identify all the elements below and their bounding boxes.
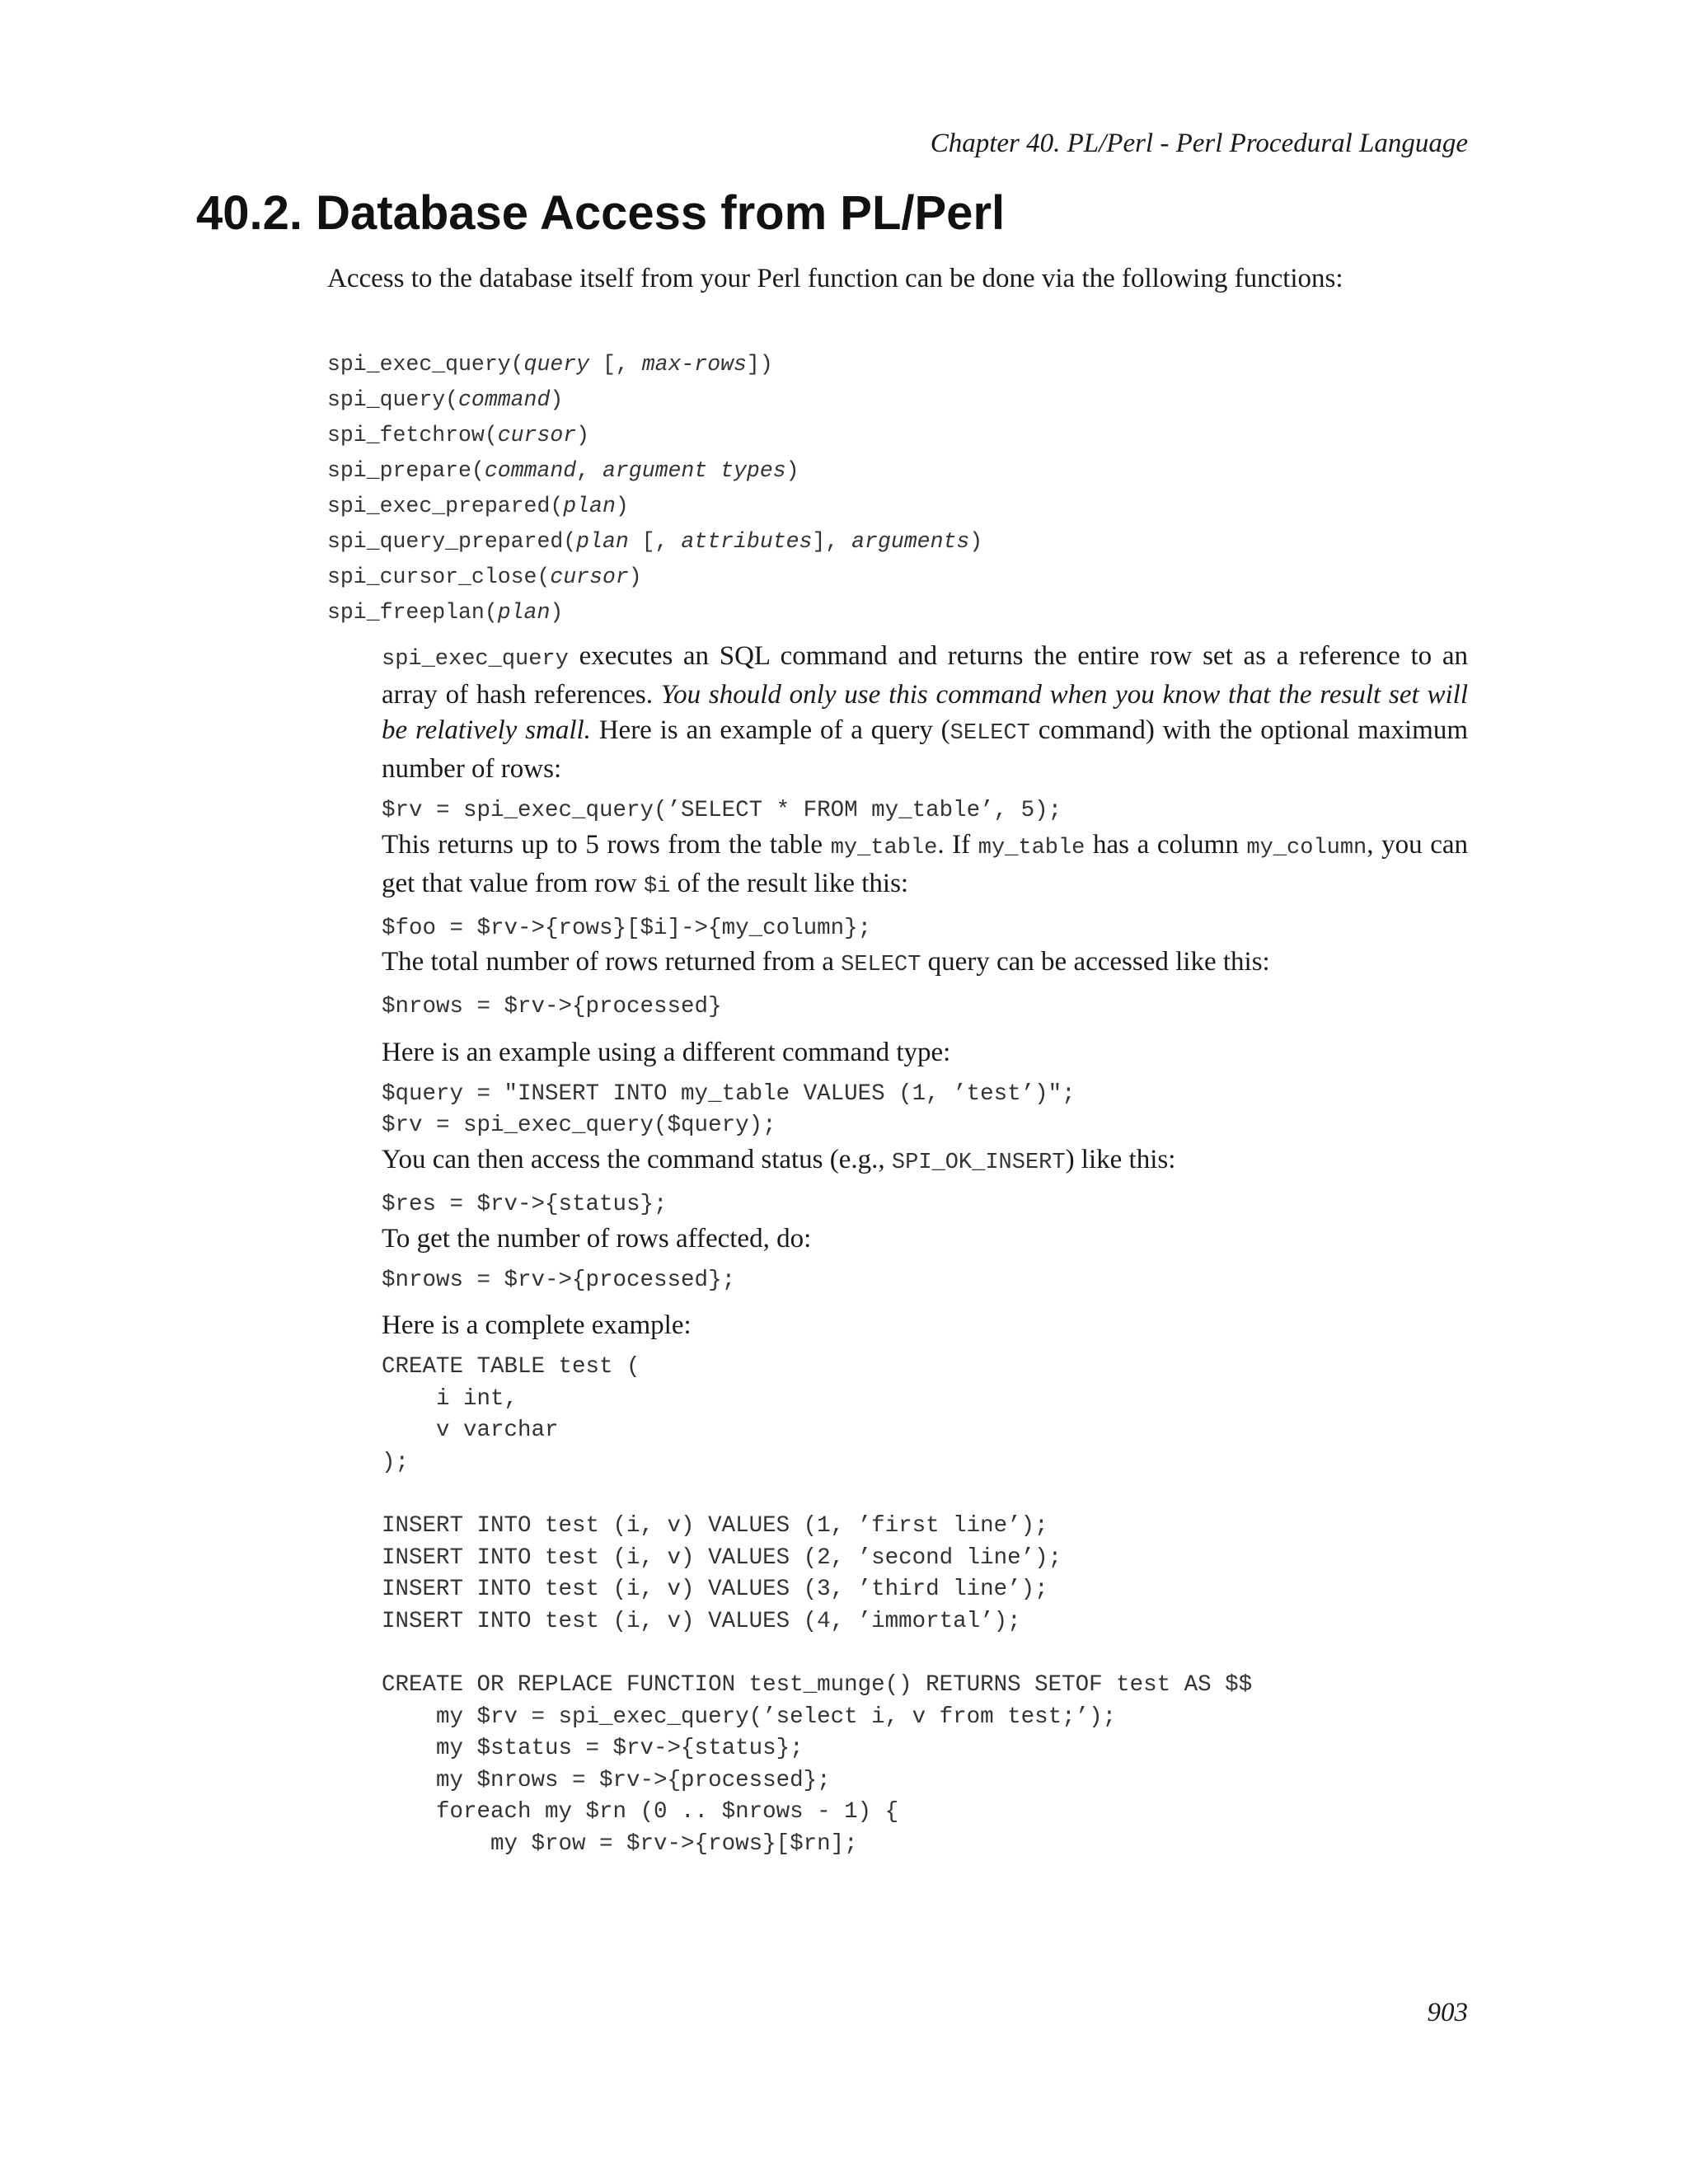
paragraph-command-status: You can then access the command status (e.g., SPI_OK_INSERT) like this: (382, 1144, 1176, 1175)
paragraph-spi-exec-query: spi_exec_query executes an SQL command and returns the entire row set as a reference to an array of hash references. You should only use this command when you know that the result set will be relatively small. Here is an example of a query (SELECT command) with the optional maximum number of rows: (382, 641, 1468, 784)
paragraph-rows-affected: To get the number of rows affected, do: (382, 1223, 812, 1254)
section-title: 40.2. Database Access from PL/Perl (196, 186, 1006, 240)
paragraph-return-rows: This returns up to 5 rows from the table my_table. If my_table has a column my_column, you can get that value from row $i of the result like this: (382, 829, 1469, 899)
code-example-status: $res = $rv->{status}; (382, 1191, 668, 1217)
synopsis-line: spi_query(command) (327, 387, 564, 412)
code-example-select: $rv = spi_exec_query(’SELECT * FROM my_table’, 5); (382, 798, 1062, 823)
synopsis-line: spi_exec_query(query [, max-rows]) (327, 352, 773, 377)
synopsis-line: spi_query_prepared(plan [, attributes], arguments) (327, 529, 983, 554)
page-number: 903 (1427, 1998, 1468, 2027)
synopsis-line: spi_cursor_close(cursor) (327, 565, 642, 589)
synopsis-line: spi_freeplan(plan) (327, 600, 564, 625)
code-example-complete: CREATE TABLE test ( i int, v varchar ); INSERT INTO test (i, v) VALUES (1, ’first line’); INSERT INTO test (i, v) VALUES (2, ’second line’); INSERT INTO test (i, v) VALUES (3, ’third line’); INSERT INTO test (i, v) VALUES (4, ’immortal’); CREATE OR REPLACE FUNCTION test_munge() RETURNS SETOF test AS $$ my $rv = spi_exec_query(’select i, v from test;’); my $status = $rv->{status}; my $nrows = $rv->{processed}; foreach my $rn (0 .. $nrows - 1) { my $row = $rv->{rows}[$rn]; (382, 1354, 1253, 1858)
code-example-rows-affected: $nrows = $rv->{processed}; (382, 1267, 736, 1293)
synopsis-line: spi_fetchrow(cursor) (327, 423, 590, 448)
paragraph-command-type: Here is an example using a different command type: (382, 1037, 951, 1067)
synopsis-line: spi_exec_prepared(plan) (327, 494, 629, 518)
code-example-insert: $query = "INSERT INTO my_table VALUES (1, ’test’)"; $rv = spi_exec_query($query); (382, 1080, 1076, 1139)
running-header: Chapter 40. PL/Perl - Perl Procedural Language (930, 129, 1468, 158)
synopsis-line: spi_prepare(command, argument types) (327, 458, 799, 483)
function-synopsis (327, 347, 982, 630)
paragraph-total-rows: The total number of rows returned from a SELECT query can be accessed like this: (382, 947, 1270, 978)
function-description (382, 639, 1468, 1861)
code-example-processed: $nrows = $rv->{processed} (382, 994, 722, 1020)
code-example-row-access: $foo = $rv->{rows}[$i]->{my_column}; (382, 915, 872, 941)
intro-paragraph: Access to the database itself from your Perl function can be done via the following functions: (327, 264, 1343, 293)
paragraph-complete-example: Here is a complete example: (382, 1310, 692, 1341)
